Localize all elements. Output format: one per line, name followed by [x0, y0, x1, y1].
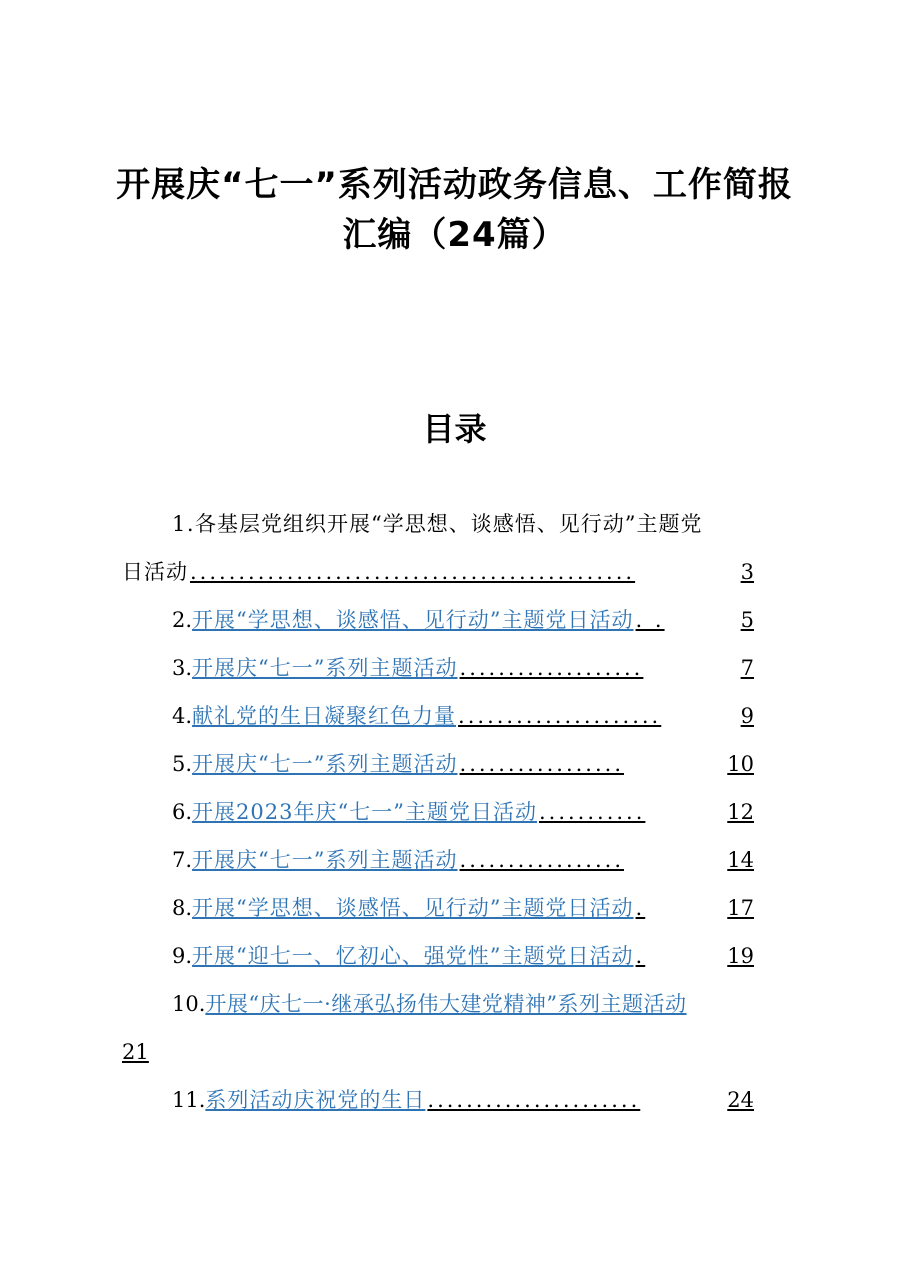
toc-entry-link[interactable]: 开展庆“七一”系列主题活动	[192, 848, 458, 872]
toc-entry-link[interactable]: 开展“迎七一、忆初心、强党性”主题党日活动	[192, 944, 634, 968]
toc-entry-label: 各基层党组织开展“学思想、谈感悟、见行动”主题党	[195, 512, 703, 536]
toc-entry-7[interactable]	[122, 836, 754, 884]
toc-page-number: 24	[727, 1088, 754, 1112]
table-of-contents	[122, 500, 754, 1124]
toc-entry-1[interactable]	[122, 500, 754, 596]
toc-entry-link[interactable]: 系列活动庆祝党的生日	[205, 1088, 426, 1112]
toc-page-number: 19	[727, 944, 754, 968]
document-title-line-1: 开展庆“七一”系列活动政务信息、工作简报	[116, 165, 793, 205]
toc-page-number: 17	[727, 896, 754, 920]
toc-entry-link[interactable]: 开展“学思想、谈感悟、见行动”主题党日活动	[192, 896, 634, 920]
toc-entry-10[interactable]	[122, 980, 754, 1076]
toc-entry-4[interactable]	[122, 692, 754, 740]
toc-leader-dots: .................	[459, 752, 625, 776]
toc-leader-dots: ......................	[427, 1088, 641, 1112]
toc-entry-number: 1.	[172, 512, 196, 536]
toc-entry-3[interactable]	[122, 644, 754, 692]
toc-entry-link[interactable]: 开展“学思想、谈感悟、见行动”主题党日活动	[192, 608, 634, 632]
toc-leader-dots: .....................	[458, 704, 662, 728]
toc-entry-link[interactable]: 开展庆“七一”系列主题活动	[192, 656, 458, 680]
toc-page-number: 5	[740, 608, 754, 632]
toc-leader-dots: .	[635, 896, 646, 920]
toc-heading: 目录	[422, 410, 487, 448]
toc-entry-link[interactable]: 献礼党的生日凝聚红色力量	[192, 704, 457, 728]
toc-entry-5[interactable]	[122, 740, 754, 788]
document-title-line-2: 汇编（24篇）	[342, 215, 567, 255]
toc-page-number: 10	[727, 752, 754, 776]
toc-leader-dots: ...................	[459, 656, 644, 680]
toc-entry-number: 2.	[172, 608, 193, 632]
toc-page-number: 7	[740, 656, 754, 680]
toc-page-number: 12	[727, 800, 754, 824]
toc-page-number: 9	[740, 704, 754, 728]
toc-entry-link[interactable]: 开展“庆七一·继承弘扬伟大建党精神”系列主题活动	[205, 992, 687, 1016]
toc-page-number: 3	[740, 560, 754, 584]
toc-entry-number: 6.	[172, 800, 193, 824]
toc-entry-number: 4.	[172, 704, 193, 728]
toc-entry-label-continued: 日活动	[122, 560, 188, 584]
toc-entry-link[interactable]: 开展2023年庆“七一”主题党日活动	[192, 800, 537, 824]
toc-entry-number: 5.	[172, 752, 193, 776]
toc-entry-11[interactable]	[122, 1076, 754, 1124]
toc-entry-number: 9.	[172, 944, 193, 968]
toc-leader-dots: .................	[459, 848, 625, 872]
toc-entry-link[interactable]: 开展庆“七一”系列主题活动	[192, 752, 458, 776]
toc-entry-number: 7.	[172, 848, 193, 872]
toc-page-number: 14	[727, 848, 754, 872]
toc-entry-2[interactable]	[122, 596, 754, 644]
toc-entry-number: 8.	[172, 896, 193, 920]
toc-entry-number: 10.	[172, 992, 206, 1016]
toc-entry-6[interactable]	[122, 788, 754, 836]
toc-leader-dots: .	[635, 944, 646, 968]
toc-page-number: 21	[122, 1040, 149, 1064]
toc-entry-number: 11.	[172, 1088, 206, 1112]
toc-entry-9[interactable]	[122, 932, 754, 980]
toc-leader-dots: . .	[635, 608, 665, 632]
toc-leader-dots: ...........	[538, 800, 646, 824]
toc-entry-8[interactable]	[122, 884, 754, 932]
toc-leader-dots: ..............................................	[190, 560, 636, 584]
toc-entry-number: 3.	[172, 656, 193, 680]
